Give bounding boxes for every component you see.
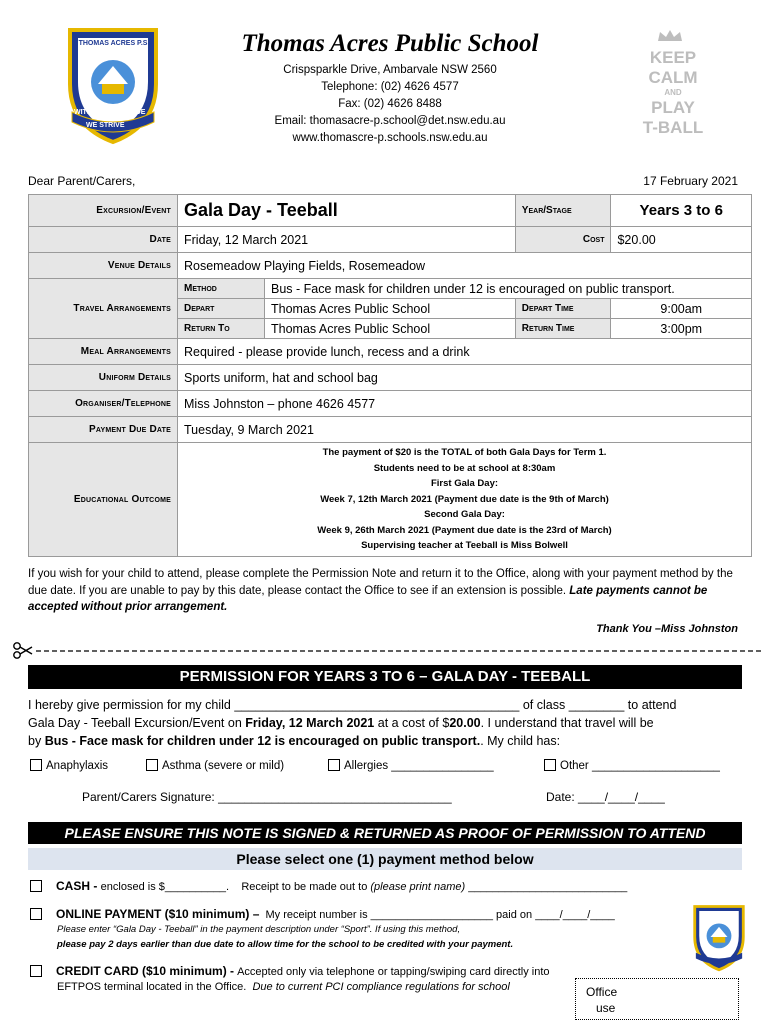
office-use-label: use	[596, 1001, 616, 1015]
organiser-label: Organiser/Telephone	[29, 391, 178, 417]
return-time-value: 3:00pm	[611, 319, 752, 339]
travel-label: Travel Arrangements	[29, 279, 178, 339]
office-use-box	[575, 978, 739, 1020]
payment-online[interactable]: ONLINE PAYMENT ($10 minimum) – My receipt number is ____________________ paid on ____/____/____	[30, 907, 730, 921]
depart-time-label: Depart Time	[515, 299, 611, 319]
edu-line: Week 7, 12th March 2021 (Payment due date is the 9th of March)	[320, 493, 609, 505]
meal-label: Meal Arrangements	[29, 339, 178, 365]
date-value: Friday, 12 March 2021	[178, 227, 516, 253]
online-note	[57, 922, 657, 952]
edu-line: Second Gala Day:	[424, 509, 505, 520]
letter-date: 17 February 2021	[643, 174, 738, 188]
checkbox-icon[interactable]	[30, 880, 42, 892]
edu-line: Supervising teacher at Teeball is Miss Bolwell	[361, 540, 568, 551]
edu-line: Week 9, 26th March 2021 (Payment due date is the 23rd of March)	[317, 524, 612, 536]
checkbox-icon[interactable]	[30, 908, 42, 920]
school-contact	[200, 62, 580, 147]
school-crest-logo-small	[690, 902, 748, 972]
keep-calm-line-1: KEEP	[649, 48, 697, 67]
permission-banner: PERMISSION FOR YEARS 3 TO 6 – GALA DAY - TEEBALL	[28, 665, 742, 689]
payment-due-label: Payment Due Date	[29, 417, 178, 443]
keep-calm-line-3: AND	[664, 88, 682, 97]
edu-line: First Gala Day:	[430, 478, 499, 489]
keep-calm-line-2: CALM	[648, 68, 698, 87]
logo-text-bottom: WE STRIVE	[86, 122, 125, 129]
email: Email: thomasacre-p.school@det.nsw.edu.au	[274, 115, 506, 127]
crown-icon	[655, 29, 685, 43]
year-label: Year/Stage	[515, 195, 611, 227]
uniform-value: Sports uniform, hat and school bag	[178, 365, 752, 391]
payment-cash[interactable]: CASH - enclosed is $__________. Receipt to be made out to (please print name) __________________________	[30, 879, 730, 893]
condition-allergies[interactable]: Allergies ________________	[328, 760, 494, 772]
venue-value: Rosemeadow Playing Fields, Rosemeadow	[178, 253, 752, 279]
notice-text: If you wish for your child to attend, please complete the Permission Note and return it to the Office, along with your payment method by the due date. If you are unable to pay by this date, please contact the Office to see if an extension is possible.	[28, 568, 733, 597]
child-name-field[interactable]: _________________________________________	[234, 698, 520, 712]
scissors-icon	[14, 643, 32, 658]
edu-line: Students need to be at school at 8:30am	[373, 462, 556, 474]
excursion-value: Gala Day - Teeball	[178, 195, 516, 227]
keep-calm-line-5: T-BALL	[642, 118, 704, 137]
checkbox-icon[interactable]	[30, 965, 42, 977]
greeting: Dear Parent/Carers,	[28, 174, 136, 188]
class-field[interactable]: ________	[568, 698, 625, 712]
notice-emphasis: Late payments cannot be accepted without prior arrangement.	[28, 584, 708, 613]
checkbox-icon[interactable]	[328, 759, 340, 771]
address: Crispsparkle Drive, Ambarvale NSW 2560	[283, 64, 497, 76]
depart-time-value: 9:00am	[611, 299, 752, 319]
checkbox-icon[interactable]	[146, 759, 158, 771]
permission-line-1: I hereby give permission for my child _________________________________________ of class ________ to attend	[28, 698, 677, 712]
keep-calm-line-4: PLAY	[651, 98, 695, 117]
permission-line-2: Gala Day - Teeball Excursion/Event on Friday, 12 March 2021 at a cost of $20.00. I understand that travel will be	[28, 716, 654, 730]
office-label: Office	[586, 985, 618, 999]
return-value: Thomas Acres Public School	[265, 319, 516, 339]
permission-text	[28, 696, 748, 750]
permission-line-3: by Bus - Face mask for children under 12 is encouraged on public transport.. My child has:	[28, 734, 561, 748]
edu-label: Educational Outcome	[29, 443, 178, 557]
logo-text-top: THOMAS ACRES P.S.	[78, 40, 150, 47]
year-value: Years 3 to 6	[611, 195, 752, 227]
cost-label: Cost	[515, 227, 611, 253]
logo-text-right: PRIDE	[124, 109, 146, 116]
edu-line: The payment of $20 is the TOTAL of both Gala Days for Term 1.	[322, 447, 607, 458]
return-time-label: Return Time	[515, 319, 611, 339]
depart-value: Thomas Acres Public School	[265, 299, 516, 319]
payment-due-value: Tuesday, 9 March 2021	[178, 417, 752, 443]
notice-paragraph	[28, 566, 748, 616]
telephone: Telephone: (02) 4626 4577	[321, 81, 459, 93]
condition-other[interactable]: Other ____________________	[544, 760, 720, 772]
condition-asthma[interactable]: Asthma (severe or mild)	[146, 760, 284, 772]
keep-calm-badge	[628, 48, 718, 138]
date-label: Date	[29, 227, 178, 253]
method-value: Bus - Face mask for children under 12 is encouraged on public transport.	[265, 279, 752, 299]
website: www.thomascre-p.schools.nsw.edu.au	[292, 132, 488, 144]
organiser-value: Miss Johnston – phone 4626 4577	[178, 391, 752, 417]
signature-date-field[interactable]: Date: ____/____/____	[546, 790, 665, 804]
signature-field[interactable]: Parent/Carers Signature: ___________________________________	[82, 790, 452, 804]
credit-detail: EFTPOS terminal located in the Office. Due to current PCI compliance regulations for school	[57, 981, 510, 993]
venue-label: Venue Details	[29, 253, 178, 279]
checkbox-icon[interactable]	[544, 759, 556, 771]
logo-text-left: WITH	[74, 109, 92, 116]
meal-value: Required - please provide lunch, recess and a drink	[178, 339, 752, 365]
method-label: Method	[178, 279, 265, 299]
edu-outcome	[178, 443, 752, 557]
thanks-signoff: Thank You –Miss Johnston	[596, 623, 738, 635]
school-name: Thomas Acres Public School	[241, 30, 539, 57]
online-note-line-2: please pay 2 days earlier than due date to allow time for the school to be credited with your payment.	[57, 939, 514, 950]
payment-heading: Please select one (1) payment method below	[28, 848, 742, 870]
online-note-line-1: Please enter “Gala Day - Teeball” in the payment description under “Sport”. If using this method,	[57, 924, 461, 935]
checkbox-icon[interactable]	[30, 759, 42, 771]
uniform-label: Uniform Details	[29, 365, 178, 391]
excursion-details-table	[28, 194, 752, 557]
ensure-banner: PLEASE ENSURE THIS NOTE IS SIGNED & RETURNED AS PROOF OF PERMISSION TO ATTEND	[28, 822, 742, 844]
payment-credit[interactable]: CREDIT CARD ($10 minimum) - Accepted only via telephone or tapping/swiping card directly into	[30, 964, 630, 978]
fax: Fax: (02) 4626 8488	[338, 98, 442, 110]
excursion-label: Excursion/Event	[29, 195, 178, 227]
condition-anaphylaxis[interactable]: Anaphylaxis	[30, 760, 108, 772]
cost-value: $20.00	[611, 227, 752, 253]
depart-label: Depart	[178, 299, 265, 319]
return-label: Return To	[178, 319, 265, 339]
scissors-cut-line	[12, 640, 764, 660]
